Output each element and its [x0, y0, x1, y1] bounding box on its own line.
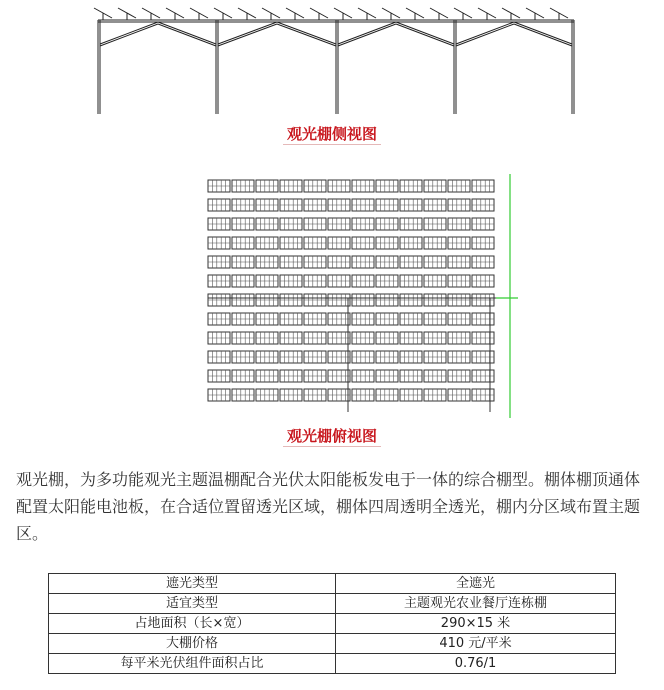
side-view-caption-text: 观光棚侧视图 [283, 125, 381, 144]
top-view-caption-text: 观光棚俯视图 [283, 427, 381, 446]
spec-row [49, 594, 616, 614]
spec-label: 每平米光伏组件面积占比 [49, 654, 336, 674]
greenhouse-side-view [90, 0, 580, 116]
description-paragraph: 观光棚，为多功能观光主题温棚配合光伏太阳能板发电于一体的综合棚型。棚体棚顶通体配置太阳能电池板，在合适位置留透光区域，棚体四周透明全透光，棚内分区域布置主题区。 [16, 470, 641, 543]
spec-row [49, 574, 616, 594]
spec-value: 0.76/1 [336, 654, 616, 674]
spec-row [49, 614, 616, 634]
spec-label: 大棚价格 [49, 634, 336, 654]
spec-label: 遮光类型 [49, 574, 336, 594]
spec-value: 290×15 米 [336, 614, 616, 634]
spec-row [49, 634, 616, 654]
spec-table [48, 573, 616, 674]
spec-label: 适宜类型 [49, 594, 336, 614]
spec-label: 占地面积（长×宽） [49, 614, 336, 634]
spec-value: 主题观光农业餐厅连栋棚 [336, 594, 616, 614]
side-view-caption [0, 123, 664, 144]
greenhouse-top-view [200, 172, 520, 422]
top-view-caption [0, 425, 664, 446]
spec-value: 全遮光 [336, 574, 616, 594]
spec-row [49, 654, 616, 674]
spec-value: 410 元/平米 [336, 634, 616, 654]
